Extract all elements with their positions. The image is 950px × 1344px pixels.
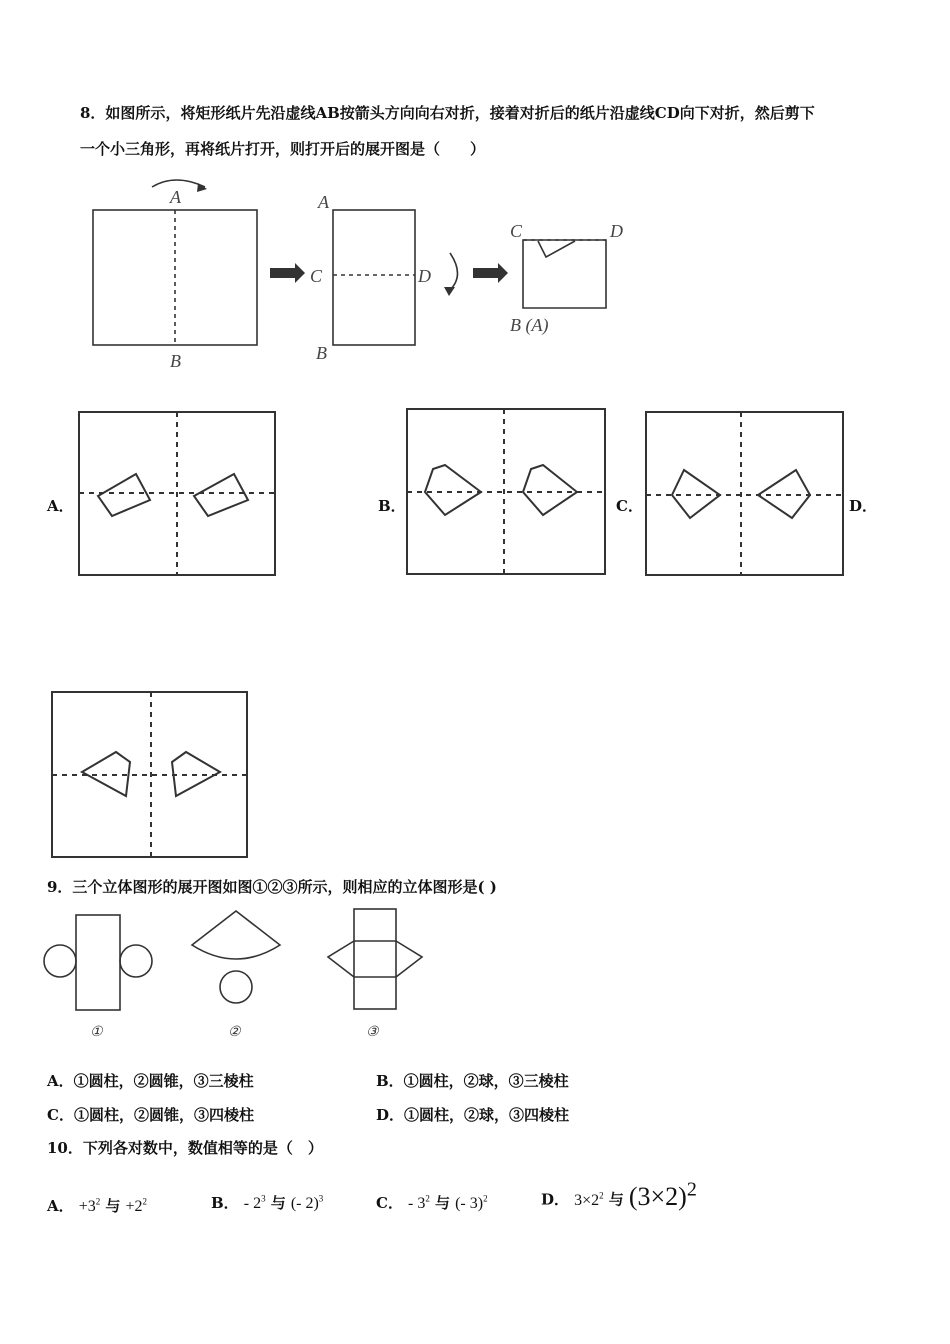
- q8-option-c-label: C．: [616, 497, 643, 515]
- label-d2: D: [610, 221, 623, 241]
- net1-circle-left: [44, 945, 76, 977]
- q8-option-b-figure: [405, 407, 608, 577]
- fold-step3-rect: [523, 240, 606, 308]
- label-d: D: [418, 266, 431, 286]
- q10-option-c: C． - $3^2$ 与 (- 3)$^2$: [376, 1193, 488, 1212]
- q9-option-a: A．①圆柱，②圆锥，③三棱柱: [47, 1072, 254, 1090]
- q10-text: 10．下列各对数中，数值相等的是（ ）: [47, 1139, 323, 1157]
- net2-sector: [192, 911, 280, 959]
- q8-option-d-figure: [50, 690, 250, 860]
- net3-rect: [354, 909, 396, 1009]
- q8-folding-diagram: [80, 165, 640, 375]
- label-ba: B (A): [510, 315, 549, 335]
- fold-arrow-right: [152, 180, 205, 187]
- q8-option-c-figure: [644, 410, 847, 578]
- label-a2: A: [318, 192, 329, 212]
- label-a: A: [170, 187, 181, 207]
- arrow-right-icon: [473, 263, 508, 283]
- q8-option-a-figure: [78, 410, 278, 578]
- q8-text-line1: 8．如图所示，将矩形纸片先沿虚线AB按箭头方向向右对折，接着对折后的纸片沿虚线CD向下对折，然后剪下: [80, 104, 815, 122]
- cut-triangle: [538, 241, 575, 257]
- arrow-right-icon: [270, 263, 305, 283]
- q9-nets-figure: [42, 903, 432, 1048]
- net3-label: ③: [366, 1025, 379, 1040]
- fold-arrow-down: [450, 253, 458, 290]
- fold-step2-rect: [333, 210, 415, 345]
- q9-option-c: C．①圆柱，②圆锥，③四棱柱: [47, 1106, 254, 1124]
- q10-option-a: A． $+3^2$ 与 $+2^2$: [47, 1196, 147, 1215]
- q10-option-d: D． $3\times 2^2$ 与 $(3\times 2)^2$: [541, 1178, 697, 1211]
- q8-option-b-label: B．: [378, 497, 406, 515]
- label-c2: C: [510, 221, 523, 241]
- net2-label: ②: [228, 1025, 241, 1040]
- q8-option-d-label: D．: [849, 497, 878, 515]
- net3-triangle-right: [396, 941, 422, 977]
- net1-rect: [76, 915, 120, 1010]
- label-b: B: [170, 351, 181, 371]
- label-b2: B: [316, 343, 327, 363]
- label-c: C: [310, 266, 323, 286]
- net2-circle: [220, 971, 252, 1003]
- q9-option-b: B．①圆柱，②球，③三棱柱: [376, 1072, 569, 1090]
- q9-option-d: D．①圆柱，②球，③四棱柱: [376, 1106, 570, 1124]
- q8-option-a-label: A．: [47, 497, 74, 515]
- q8-text-line2: 一个小三角形，再将纸片打开，则打开后的展开图是（ ）: [80, 140, 486, 158]
- net3-triangle-left: [328, 941, 354, 977]
- q9-text: 9．三个立体图形的展开图如图①②③所示，则相应的立体图形是( ): [47, 878, 497, 896]
- q10-option-b: B． - $2^3$ 与 (- 2)$^3$: [211, 1193, 324, 1212]
- net1-label: ①: [90, 1025, 103, 1040]
- net1-circle-right: [120, 945, 152, 977]
